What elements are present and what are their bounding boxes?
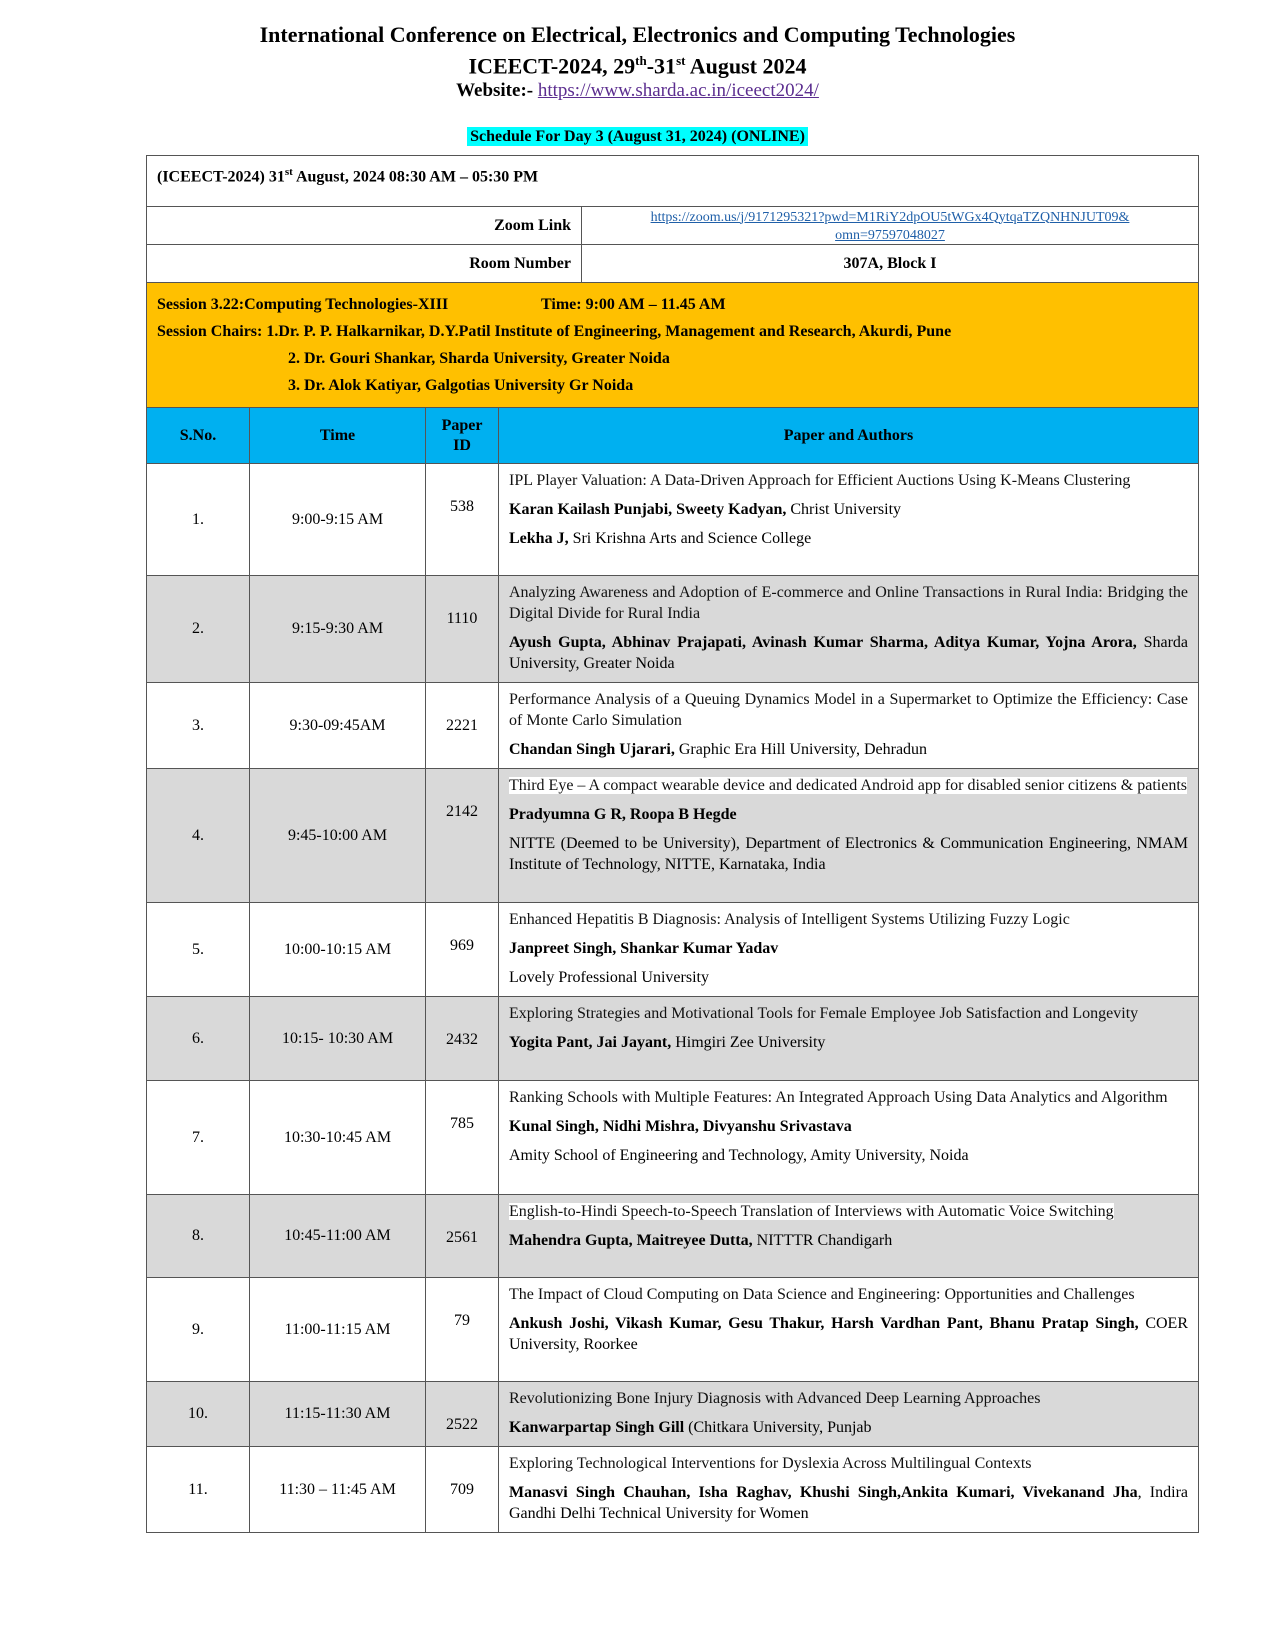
paper-sno: 6. [147,997,250,1081]
paper-row [147,1195,1199,1278]
paper-id: 79 [426,1278,499,1382]
paper-row [147,903,1199,997]
paper-time: 9:15-9:30 AM [250,576,426,683]
paper-sno: 3. [147,683,250,769]
paper-id: 709 [426,1447,499,1533]
paper-details [499,1195,1199,1278]
paper-details [499,576,1199,683]
document-header [0,22,1275,103]
paper-id: 1110 [426,576,499,683]
session-name: Session 3.22:Computing Technologies-XIII [157,296,449,313]
paper-id: 2142 [426,769,499,903]
paper-id: 785 [426,1081,499,1195]
room-number-label: Room Number [147,245,582,283]
paper-time: 10:00-10:15 AM [250,903,426,997]
paper-time: 9:45-10:00 AM [250,769,426,903]
paper-details [499,903,1199,997]
paper-time: 10:45-11:00 AM [250,1195,426,1278]
paper-sno: 4. [147,769,250,903]
paper-details [499,464,1199,576]
conference-title: International Conference on Electrical, Electronics and Computing Technologies [259,22,1016,47]
paper-time: 9:00-9:15 AM [250,464,426,576]
paper-title: Revolutionizing Bone Injury Diagnosis with Advanced Deep Learning Approaches [509,1390,1041,1407]
paper-details [499,1447,1199,1533]
paper-id: 2221 [426,683,499,769]
paper-details [499,769,1199,903]
session-info-table [146,155,1199,408]
paper-row [147,1278,1199,1382]
paper-authors: Kunal Singh, Nidhi Mishra, Divyanshu Srivastava [509,1118,852,1135]
paper-sno: 1. [147,464,250,576]
paper-details [499,1382,1199,1447]
paper-authors: Yogita Pant, Jai Jayant, Himgiri Zee University [509,1034,826,1051]
paper-title: Enhanced Hepatitis B Diagnosis: Analysis of Intelligent Systems Utilizing Fuzzy Logic [509,911,1070,928]
paper-authors: Ankush Joshi, Vikash Kumar, Gesu Thakur, Harsh Vardhan Pant, Bhanu Pratap Singh, COER University, Roorkee [509,1315,1189,1353]
session-chair-3: 3. Dr. Alok Katiyar, Galgotias University Gr Noida [288,377,634,394]
paper-affiliation: NITTE (Deemed to be University), Department of Electronics & Communication Engineering, NMAM Institute of Technology, NITTE, Karnataka, India [509,835,1188,873]
paper-title: Exploring Technological Interventions for Dyslexia Across Multilingual Contexts [509,1455,1032,1472]
day-heading: (ICEECT-2024) 31st August, 2024 08:30 AM – 05:30 PM [147,156,1199,207]
paper-sno: 10. [147,1382,250,1447]
paper-row [147,997,1199,1081]
zoom-link-label: Zoom Link [147,207,582,245]
paper-title: Third Eye – A compact wearable device and dedicated Android app for disabled senior citizens & patients [509,777,1187,794]
session-chair-1: Session Chairs: 1.Dr. P. P. Halkarnikar, D.Y.Patil Institute of Engineering, Management and Research, Akurdi, Pune [157,323,952,340]
paper-details [499,1081,1199,1195]
paper-authors: Manasvi Singh Chauhan, Isha Raghav, Khushi Singh,Ankita Kumari, Vivekanand Jha, Indira Gandhi Delhi Technical University for Women [509,1484,1189,1522]
paper-sno: 7. [147,1081,250,1195]
paper-details [499,1278,1199,1382]
paper-sno: 8. [147,1195,250,1278]
paper-title: Analyzing Awareness and Adoption of E-commerce and Online Transactions in Rural India: Bridging the Digital Divide for Rural India [509,584,1188,622]
paper-title: Ranking Schools with Multiple Features: An Integrated Approach Using Data Analytics and Algorithm [509,1089,1168,1106]
paper-time: 11:00-11:15 AM [250,1278,426,1382]
paper-authors: Mahendra Gupta, Maitreyee Dutta, NITTTR Chandigarh [509,1232,893,1249]
col-sno: S.No. [147,408,250,464]
paper-id: 2522 [426,1382,499,1447]
session-time: Time: 9:00 AM – 11.45 AM [541,296,726,313]
paper-authors: Karan Kailash Punjabi, Sweety Kadyan, Christ University [509,501,902,518]
paper-title: Exploring Strategies and Motivational Tools for Female Employee Job Satisfaction and Longevity [509,1005,1139,1022]
session-chair-2: 2. Dr. Gouri Shankar, Sharda University, Greater Noida [288,350,670,367]
paper-authors: Ayush Gupta, Abhinav Prajapati, Avinash Kumar Sharma, Aditya Kumar, Yojna Arora, Sharda University, Greater Noida [509,634,1188,672]
paper-authors: Pradyumna G R, Roopa B Hegde [509,806,737,823]
paper-row [147,576,1199,683]
paper-sno: 11. [147,1447,250,1533]
paper-time: 9:30-09:45AM [250,683,426,769]
paper-details [499,997,1199,1081]
paper-row [147,464,1199,576]
paper-time: 10:30-10:45 AM [250,1081,426,1195]
paper-details [499,683,1199,769]
session-line [157,291,1188,318]
paper-sno: 2. [147,576,250,683]
zoom-link-cell [582,207,1199,245]
paper-title: The Impact of Cloud Computing on Data Science and Engineering: Opportunities and Challenges [509,1286,1135,1303]
zoom-link[interactable]: https://zoom.us/j/9171295321?pwd=M1RiY2dpOU5tWGx4QytqaTZQNHNJUT09& omn=97597048027 [650,209,1130,243]
paper-title: IPL Player Valuation: A Data-Driven Approach for Efficient Auctions Using K-Means Clustering [509,472,1131,489]
room-number-value: 307A, Block I [582,245,1199,283]
paper-id: 969 [426,903,499,997]
papers-body [147,464,1199,1533]
papers-header-row [147,408,1199,464]
website-link[interactable]: https://www.sharda.ac.in/iceect2024/ [537,80,819,102]
paper-authors: Kanwarpartap Singh Gill (Chitkara University, Punjab [509,1419,872,1436]
paper-time: 10:15- 10:30 AM [250,997,426,1081]
paper-sno: 5. [147,903,250,997]
papers-table [146,407,1199,1533]
website-label: Website:- [456,80,538,102]
col-paper-id: Paper ID [426,408,499,464]
paper-title: Performance Analysis of a Queuing Dynamics Model in a Supermarket to Optimize the Efficiency: Case of Monte Carlo Simulation [509,691,1188,729]
paper-row [147,683,1199,769]
paper-time: 11:15-11:30 AM [250,1382,426,1447]
paper-row [147,1382,1199,1447]
paper-id: 538 [426,464,499,576]
paper-id: 2561 [426,1195,499,1278]
paper-authors-extra: Lekha J, Sri Krishna Arts and Science College [509,530,812,547]
paper-authors: Chandan Singh Ujarari, Graphic Era Hill University, Dehradun [509,741,928,758]
paper-authors: Janpreet Singh, Shankar Kumar Yadav [509,940,779,957]
session-block [147,283,1199,408]
col-paper-authors: Paper and Authors [499,408,1199,464]
paper-time: 11:30 – 11:45 AM [250,1447,426,1533]
paper-id: 2432 [426,997,499,1081]
conference-edition: ICEECT-2024, 29th-31st August 2024 [468,53,807,79]
paper-row [147,1081,1199,1195]
schedule-title: Schedule For Day 3 (August 31, 2024) (ONLINE) [0,128,1275,146]
col-time: Time [250,408,426,464]
paper-title: English-to-Hindi Speech-to-Speech Translation of Interviews with Automatic Voice Switching [509,1203,1114,1220]
website-line [0,79,1275,103]
paper-affiliation: Amity School of Engineering and Technology, Amity University, Noida [509,1147,969,1164]
paper-affiliation: Lovely Professional University [509,969,709,986]
paper-sno: 9. [147,1278,250,1382]
paper-row [147,1447,1199,1533]
paper-row [147,769,1199,903]
